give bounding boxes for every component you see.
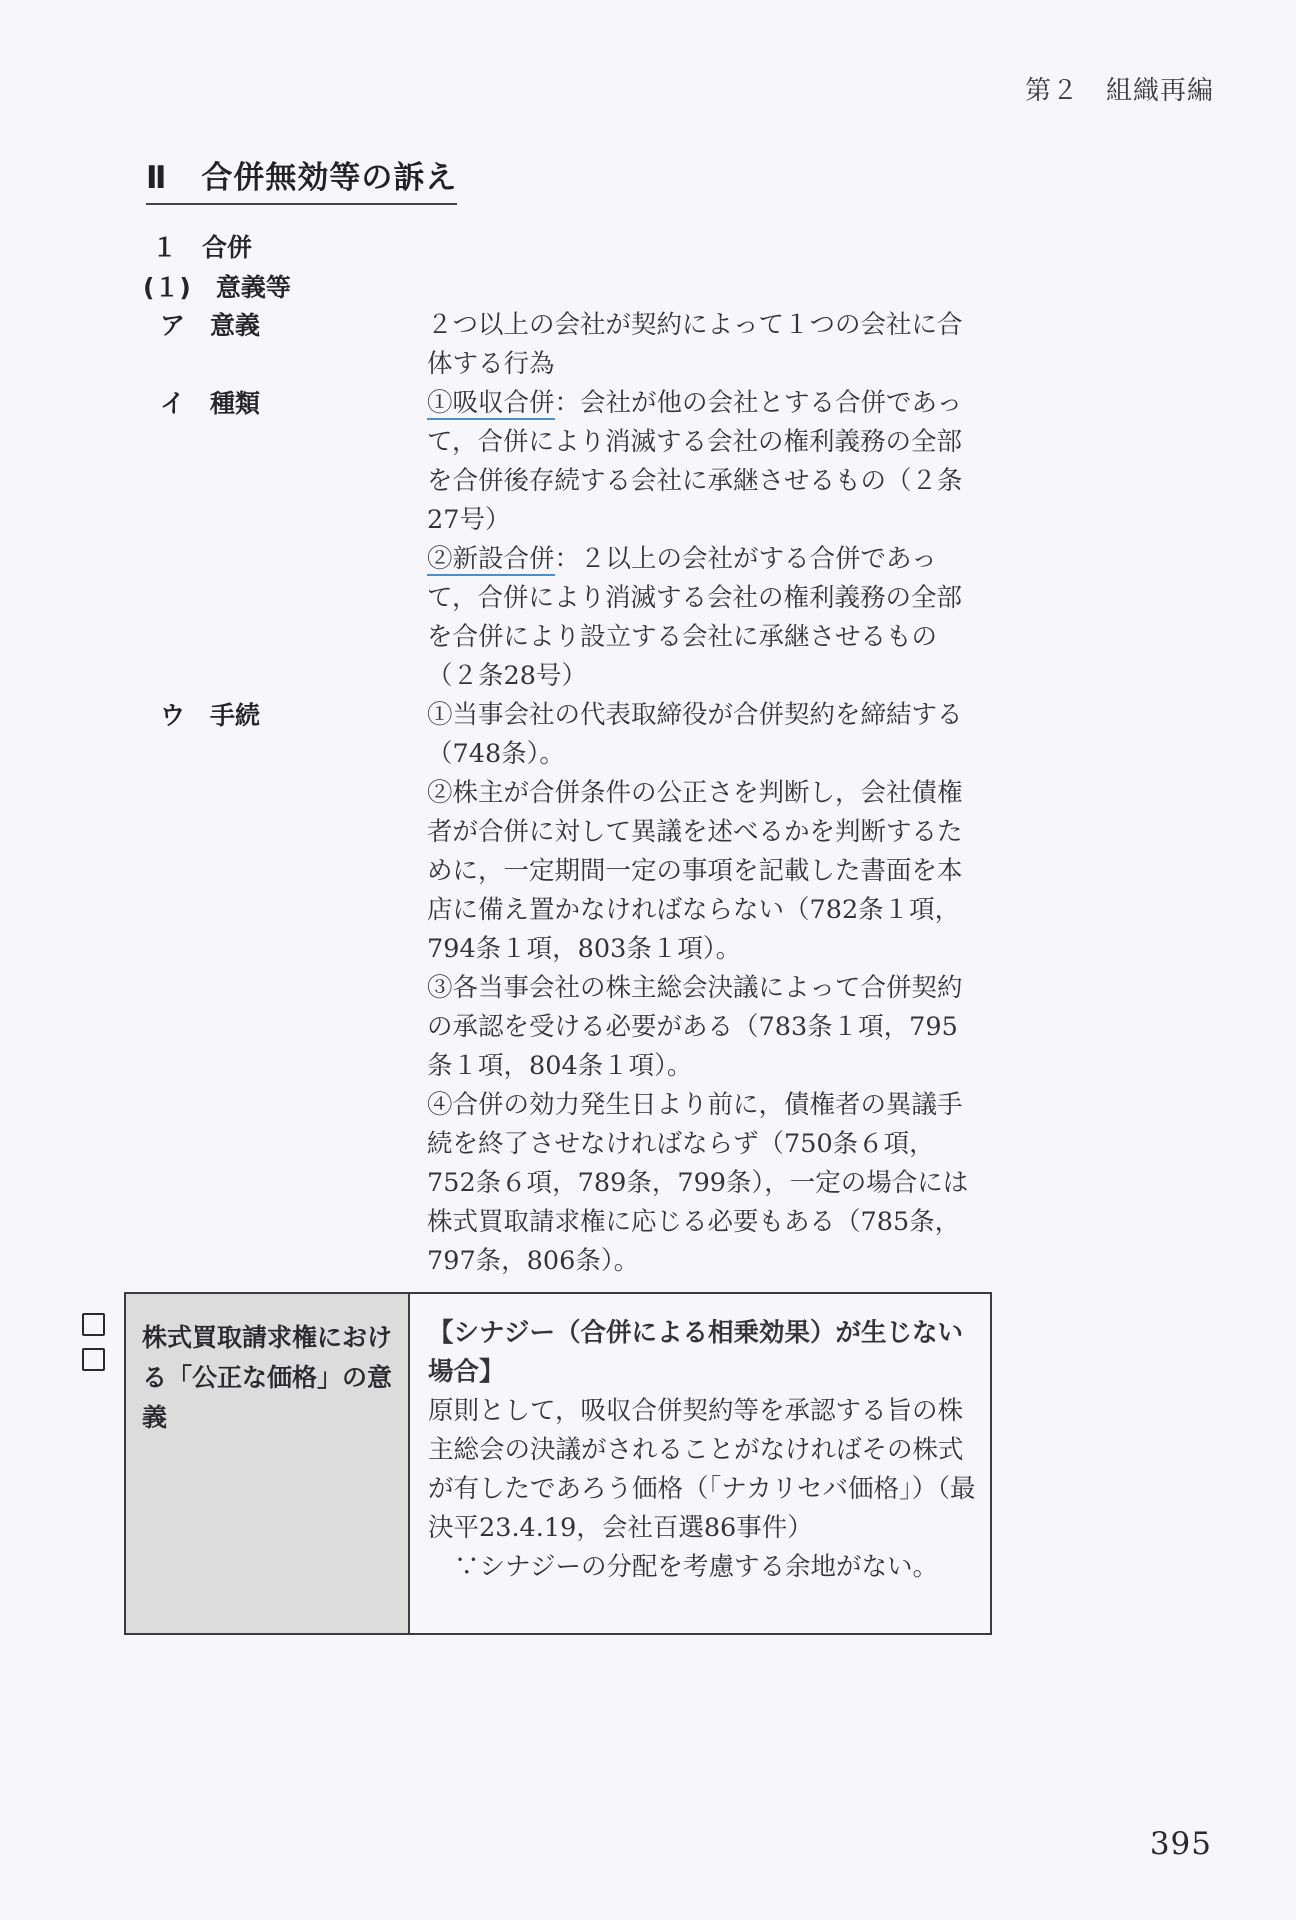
meaning-text: ２つ以上の会社が契約によって１つの会社に合体する行為 [427,310,963,379]
item-meaning-body [427,306,982,384]
item-marker: ウ [160,701,186,730]
procedure-step-1: ①当事会社の代表取締役が合併契約を締結する（748条）。 [427,700,963,769]
absorption-merger-desc: ：会社が他の会社とする合併であって，合併により消滅する会社の権利義務の全部を合併後存続する会社に承継させるもの（２条27号） [427,388,963,535]
subsubsection-heading: (１) 意義等 [143,273,291,302]
review-checkbox-2[interactable] [82,1348,105,1371]
item-types-label [160,384,260,420]
item-marker: ア [160,311,186,340]
note-box-reason: ∵シナジーの分配を考慮する余地がない。 [454,1552,938,1582]
note-box-rule: 原則として，吸収合併契約等を承認する旨の株主総会の決議がされることがなければその株式が有したであろう価格（「ナカリセバ価格」）（最決平23.4.19，会社百選86事件） [428,1396,976,1543]
fair-price-note-box [124,1292,992,1635]
item-label-text: 種類 [210,389,261,418]
note-box-case-heading: 【シナジー（合併による相乗効果）が生じない場合】 [428,1318,963,1387]
consolidation-merger-desc: ：２以上の会社がする合併であって，合併により消滅する会社の権利義務の全部を合併により設立する会社に承継させるもの（２条28号） [427,544,962,691]
item-procedure-body [427,696,982,1281]
term-absorption-merger: ①吸収合併 [427,388,555,418]
types-consolidation-merger [427,540,982,696]
section-title [146,152,457,205]
procedure-step-2: ②株主が合併条件の公正さを判断し，会社債権者が合併に対して異議を述べるかを判断するために，一定期間一定の事項を記載した書面を本店に備え置かなければならない（782条１項，794条１項，803条１項）。 [427,778,963,964]
page-number: 395 [1149,1826,1212,1862]
review-checkbox-1[interactable] [82,1313,105,1336]
procedure-step-4: ④合併の効力発生日より前に，債権者の異議手続を終了させなければならず（750条６項，752条６項，789条，799条），一定の場合には株式買取請求権に応じる必要もある（785条，797条，806条）。 [427,1090,969,1276]
item-label-text: 意義 [210,311,261,340]
item-meaning-label [160,306,260,342]
section-title-text: 合併無効等の訴え [201,160,458,196]
section-number: Ⅱ [146,160,168,196]
item-types-body [427,384,982,696]
item-label-text: 手続 [210,701,261,730]
note-box-content [410,1294,990,1633]
item-procedure-label [160,696,260,732]
note-box-topic: 株式買取請求権における「公正な価格」の意義 [126,1294,410,1633]
item-marker: イ [160,389,186,418]
subsection-heading: １ 合併 [152,233,253,262]
term-consolidation-merger: ②新設合併 [427,544,555,574]
procedure-step-3: ③各当事会社の株主総会決議によって合併契約の承認を受ける必要がある（783条１項，795条１項，804条１項）。 [427,973,963,1081]
running-header: 第２ 組織再編 [1024,76,1214,106]
types-absorption-merger [427,384,982,540]
